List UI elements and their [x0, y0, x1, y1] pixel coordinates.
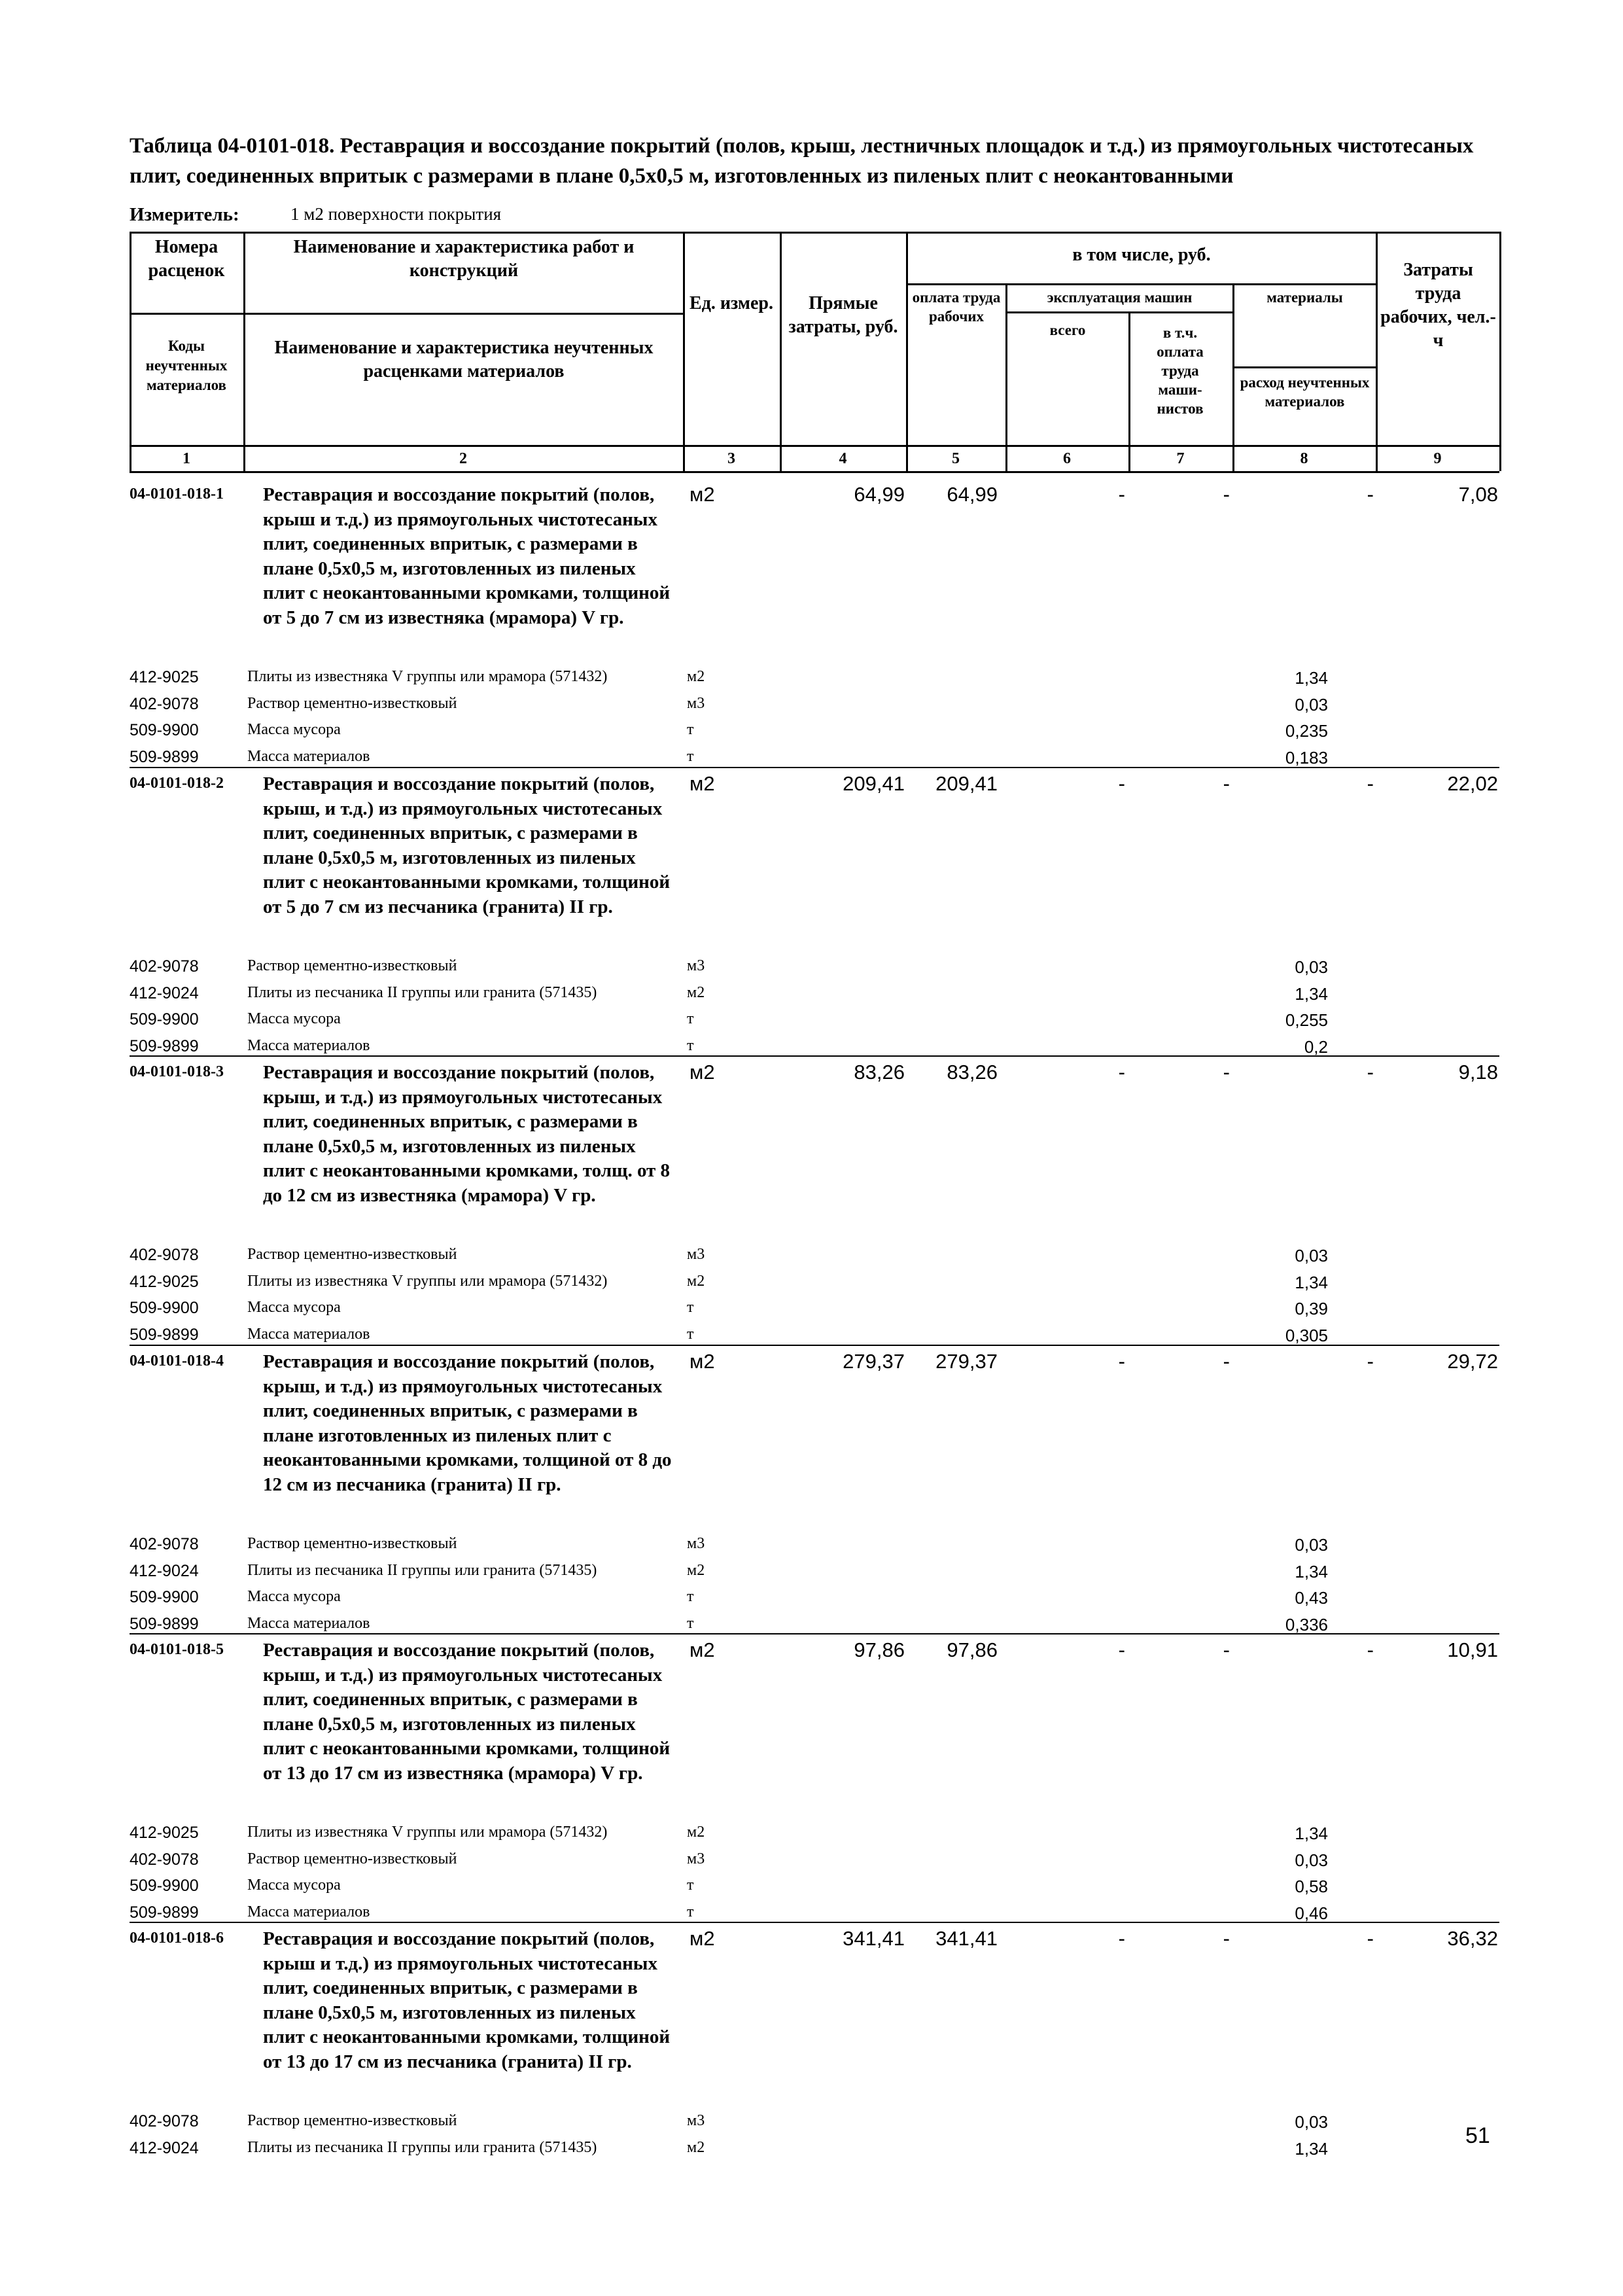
position-name: Реставрация и воссоздание покрытий (полов, крыш, и т.д.) из прямоугольных чистотесаных плит, соединенных впритык, с размерами в плане 0,5х0,5 м, изготовленных из пиленых плит с неокантованными кромками, толщиной от 13 до 17 см из известняка (мрамора) V гр.: [263, 1640, 671, 1784]
material-consumption: 0,03: [1295, 957, 1328, 977]
position-name: Реставрация и воссоздание покрытий (полов, крыш, и т.д.) из прямоугольных чистотесаных плит, соединенных впритык, с размерами в плане изготовленных из пиленых плит с неокантованными кромками, толщиной от 8 до 12 см из песчаника (гранита) II гр.: [263, 1351, 672, 1495]
material-name: Масса материалов: [247, 1326, 370, 1343]
material-consumption: 0,2: [1304, 1037, 1328, 1057]
material-name: Плиты из известняка V группы или мрамора (571432): [247, 668, 608, 685]
header-col-div-2: [683, 232, 685, 471]
machinist-pay-value: -: [1223, 1350, 1230, 1373]
material-unit: т: [687, 721, 694, 738]
header-split-including: [906, 283, 1376, 285]
header-unit: Ед. измер.: [689, 293, 773, 313]
material-consumption: 0,336: [1285, 1615, 1328, 1634]
labor-costs-value: 36,32: [1447, 1927, 1498, 1950]
material-consumption: 1,34: [1295, 984, 1328, 1004]
machinist-pay-value: -: [1223, 772, 1230, 795]
column-number-1: 1: [183, 450, 190, 467]
material-consumption: 1,34: [1295, 2139, 1328, 2159]
material-unit: м3: [687, 1535, 705, 1552]
rate-code: 04-0101-018-3: [130, 1063, 224, 1080]
materials-value: -: [1367, 1638, 1374, 1661]
machinist-pay-value: -: [1223, 1927, 1230, 1950]
material-name: Масса материалов: [247, 1615, 370, 1632]
material-code: 509-9899: [130, 1326, 199, 1344]
material-consumption: 0,03: [1295, 1246, 1328, 1265]
position-name: Реставрация и воссоздание покрытий (полов, крыш, и т.д.) из прямоугольных чистотесаных плит, соединенных впритык, с размерами в плане 0,5х0,5 м, изготовленных из пиленых плит с неокантованными кромками, толщиной от 5 до 7 см из песчаника (гранита) II гр.: [263, 773, 671, 917]
position-unit: м2: [689, 1927, 715, 1950]
material-consumption: 0,183: [1285, 748, 1328, 768]
material-code: 509-9900: [130, 1877, 199, 1895]
rate-code: 04-0101-018-6: [130, 1930, 224, 1947]
worker-pay-value: 64,99: [947, 483, 998, 506]
material-code: 402-9078: [130, 695, 199, 713]
material-unit: м3: [687, 695, 705, 712]
material-name: Плиты из песчаника II группы или гранита (571435): [247, 984, 597, 1001]
colnum-bottom-border: [130, 471, 1499, 473]
header-split-left: [130, 313, 683, 315]
header-material-name: Наименование и характеристика неучтенных расценками материалов: [274, 338, 654, 381]
material-consumption: 0,255: [1285, 1010, 1328, 1030]
material-consumption: 0,58: [1295, 1877, 1328, 1896]
header-top-border: [130, 232, 1499, 234]
header-materials: материалы: [1266, 289, 1343, 306]
material-unit: т: [687, 1615, 694, 1632]
material-code: 412-9024: [130, 984, 199, 1002]
machinist-pay-value: -: [1223, 1638, 1230, 1661]
material-code: 402-9078: [130, 957, 199, 976]
position-unit: м2: [689, 1638, 715, 1661]
material-name: Масса материалов: [247, 748, 370, 765]
material-consumption: 0,43: [1295, 1588, 1328, 1608]
material-code: 509-9900: [130, 1010, 199, 1029]
header-unaccounted-consumption: расход неучтенных материалов: [1240, 374, 1370, 410]
material-name: Раствор цементно-известковый: [247, 957, 457, 974]
header-labor-costs: Затраты труда рабочих, чел.-ч: [1380, 260, 1496, 351]
material-consumption: 0,03: [1295, 2112, 1328, 2132]
rate-code: 04-0101-018-5: [130, 1641, 224, 1658]
position-unit: м2: [689, 483, 715, 506]
materials-value: -: [1367, 1061, 1374, 1084]
material-name: Масса материалов: [247, 1903, 370, 1920]
direct-costs-value: 97,86: [854, 1638, 905, 1661]
direct-costs-value: 83,26: [854, 1061, 905, 1084]
position-name: Реставрация и воссоздание покрытий (полов, крыш, и т.д.) из прямоугольных чистотесаных плит, соединенных впритык, с размерами в плане 0,5х0,5 м, изготовленных из пиленых плит с неокантованными кромками, толщ. от 8 до 12 см из известняка (мрамора) V гр.: [263, 1062, 671, 1206]
position-unit: м2: [689, 772, 715, 795]
material-name: Раствор цементно-известковый: [247, 2112, 457, 2129]
machinist-pay-value: -: [1223, 483, 1230, 506]
column-number-9: 9: [1433, 450, 1442, 467]
material-name: Раствор цементно-известковый: [247, 1850, 457, 1867]
direct-costs-value: 341,41: [843, 1927, 905, 1950]
meter-label: Измеритель:: [130, 204, 239, 225]
material-unit: т: [687, 1877, 694, 1894]
material-unit: т: [687, 1299, 694, 1316]
material-consumption: 1,34: [1295, 1824, 1328, 1843]
column-number-8: 8: [1300, 450, 1308, 467]
worker-pay-value: 341,41: [935, 1927, 998, 1950]
position-separator: [130, 1345, 1499, 1346]
position-separator: [130, 1922, 1499, 1923]
header-machine-operation: эксплуатация машин: [1047, 289, 1193, 306]
materials-value: -: [1367, 1350, 1374, 1373]
material-consumption: 1,34: [1295, 1562, 1328, 1581]
worker-pay-value: 279,37: [935, 1350, 998, 1373]
material-unit: т: [687, 1588, 694, 1605]
column-number-7: 7: [1176, 450, 1185, 467]
material-consumption: 0,03: [1295, 695, 1328, 715]
labor-costs-value: 22,02: [1447, 772, 1498, 795]
material-unit: м2: [687, 2139, 705, 2156]
material-unit: м2: [687, 1824, 705, 1841]
table-title: Таблица 04-0101-018. Реставрация и воссоздание покрытий (полов, крыш, лестничных площадок и т.д.) из прямоугольных чистотесаных плит, соединенных впритык с размерами в плане 0,5х0,5 м, изготовленных из пиленых плит с неокантованными: [130, 134, 1474, 188]
header-worker-pay: оплата труда рабочих: [912, 289, 1001, 325]
material-code: 412-9025: [130, 1824, 199, 1842]
machine-total-value: -: [1118, 772, 1125, 795]
materials-value: -: [1367, 483, 1374, 506]
header-col-div-5: [1005, 283, 1007, 471]
material-code: 509-9899: [130, 1903, 199, 1922]
material-code: 412-9024: [130, 1562, 199, 1580]
material-consumption: 0,235: [1285, 721, 1328, 741]
material-name: Масса мусора: [247, 1877, 341, 1894]
material-consumption: 0,03: [1295, 1850, 1328, 1870]
header-split-materials: [1232, 366, 1376, 368]
machine-total-value: -: [1118, 1927, 1125, 1950]
material-code: 509-9900: [130, 721, 199, 739]
worker-pay-value: 83,26: [947, 1061, 998, 1084]
material-name: Масса материалов: [247, 1037, 370, 1054]
material-unit: т: [687, 748, 694, 765]
labor-costs-value: 9,18: [1458, 1061, 1498, 1084]
material-code: 402-9078: [130, 2112, 199, 2130]
header-bottom-border: [130, 445, 1499, 447]
column-number-4: 4: [839, 450, 847, 467]
machinist-pay-value: -: [1223, 1061, 1230, 1084]
worker-pay-value: 97,86: [947, 1638, 998, 1661]
material-consumption: 0,46: [1295, 1903, 1328, 1923]
page-number: 51: [1465, 2123, 1490, 2148]
material-code: 402-9078: [130, 1246, 199, 1264]
column-number-5: 5: [952, 450, 960, 467]
material-consumption: 1,34: [1295, 668, 1328, 688]
material-name: Масса мусора: [247, 1588, 341, 1605]
column-number-6: 6: [1063, 450, 1071, 467]
position-unit: м2: [689, 1350, 715, 1373]
material-name: Масса мусора: [247, 721, 341, 738]
position-separator: [130, 767, 1499, 768]
labor-costs-value: 7,08: [1458, 483, 1498, 506]
header-col-div-6: [1128, 311, 1130, 471]
material-unit: м2: [687, 1273, 705, 1290]
labor-costs-value: 10,91: [1447, 1638, 1498, 1661]
material-unit: м2: [687, 984, 705, 1001]
machine-total-value: -: [1118, 1350, 1125, 1373]
material-consumption: 0,03: [1295, 1535, 1328, 1555]
material-unit: м3: [687, 2112, 705, 2129]
position-separator: [130, 1055, 1499, 1057]
direct-costs-value: 279,37: [843, 1350, 905, 1373]
machine-total-value: -: [1118, 1638, 1125, 1661]
position-separator: [130, 1633, 1499, 1634]
header-col-div-1: [243, 232, 245, 471]
material-name: Плиты из известняка V группы или мрамора (571432): [247, 1273, 608, 1290]
header-rate-numbers: Номера расценок: [148, 237, 225, 281]
direct-costs-value: 209,41: [843, 772, 905, 795]
material-code: 412-9025: [130, 1273, 199, 1291]
meter-value: 1 м2 поверхности покрытия: [290, 204, 502, 224]
material-code: 509-9900: [130, 1299, 199, 1317]
material-code: 509-9899: [130, 748, 199, 766]
column-number-2: 2: [459, 450, 467, 467]
material-unit: м3: [687, 1246, 705, 1263]
material-code: 509-9899: [130, 1037, 199, 1055]
position-unit: м2: [689, 1061, 715, 1084]
header-machinist-pay: в т.ч. оплата труда маши-нистов: [1157, 325, 1204, 417]
position-name: Реставрация и воссоздание покрытий (полов, крыш и т.д.) из прямоугольных чистотесаных плит, соединенных впритык, с размерами в плане 0,5х0,5 м, изготовленных из пиленых плит с неокантованными кромками, толщиной от 13 до 17 см из песчаника (гранита) II гр.: [263, 1928, 671, 2072]
rate-code: 04-0101-018-4: [130, 1352, 224, 1369]
header-right-border: [1499, 232, 1501, 471]
material-code: 412-9025: [130, 668, 199, 686]
header-machine-total: всего: [1049, 322, 1086, 338]
material-unit: м2: [687, 1562, 705, 1579]
material-code: 509-9900: [130, 1588, 199, 1606]
material-code: 412-9024: [130, 2139, 199, 2157]
material-unit: т: [687, 1903, 694, 1920]
direct-costs-value: 64,99: [854, 483, 905, 506]
header-split-machines: [1005, 311, 1232, 313]
material-name: Раствор цементно-известковый: [247, 1246, 457, 1263]
meter-line: [130, 204, 502, 226]
material-unit: т: [687, 1037, 694, 1054]
header-col-div-4: [906, 232, 908, 471]
header-work-name: Наименование и характеристика работ и конструкций: [293, 237, 635, 281]
rate-code: 04-0101-018-1: [130, 486, 224, 503]
machine-total-value: -: [1118, 483, 1125, 506]
header-including: в том числе, руб.: [1072, 245, 1211, 265]
material-unit: т: [687, 1326, 694, 1343]
material-unit: м3: [687, 1850, 705, 1867]
materials-value: -: [1367, 1927, 1374, 1950]
material-consumption: 0,39: [1295, 1299, 1328, 1318]
material-unit: м3: [687, 957, 705, 974]
material-name: Плиты из песчаника II группы или гранита (571435): [247, 2139, 597, 2156]
material-name: Масса мусора: [247, 1299, 341, 1316]
machine-total-value: -: [1118, 1061, 1125, 1084]
header-col-div-3: [780, 232, 782, 471]
position-name: Реставрация и воссоздание покрытий (полов, крыш и т.д.) из прямоугольных чистотесаных плит, соединенных впритык, с размерами в плане 0,5х0,5 м, изготовленных из пиленых плит с неокантованными кромками, толщиной от 5 до 7 см из известняка (мрамора) V гр.: [263, 484, 671, 628]
material-unit: т: [687, 1010, 694, 1027]
header-col-div-7: [1232, 283, 1234, 471]
material-code: 402-9078: [130, 1535, 199, 1553]
rate-code: 04-0101-018-2: [130, 775, 224, 792]
materials-value: -: [1367, 772, 1374, 795]
header-direct-costs: Прямые затраты, руб.: [788, 293, 898, 337]
material-name: Раствор цементно-известковый: [247, 695, 457, 712]
column-number-3: 3: [727, 450, 735, 467]
material-name: Плиты из песчаника II группы или гранита (571435): [247, 1562, 597, 1579]
material-unit: м2: [687, 668, 705, 685]
material-name: Плиты из известняка V группы или мрамора (571432): [247, 1824, 608, 1841]
header-material-codes: Коды неучтенных материалов: [145, 338, 228, 393]
material-code: 509-9899: [130, 1615, 199, 1633]
material-consumption: 0,305: [1285, 1326, 1328, 1345]
material-name: Раствор цементно-известковый: [247, 1535, 457, 1552]
worker-pay-value: 209,41: [935, 772, 998, 795]
material-code: 402-9078: [130, 1850, 199, 1869]
material-name: Масса мусора: [247, 1010, 341, 1027]
material-consumption: 1,34: [1295, 1273, 1328, 1292]
header-col-div-8: [1376, 232, 1378, 471]
labor-costs-value: 29,72: [1447, 1350, 1498, 1373]
